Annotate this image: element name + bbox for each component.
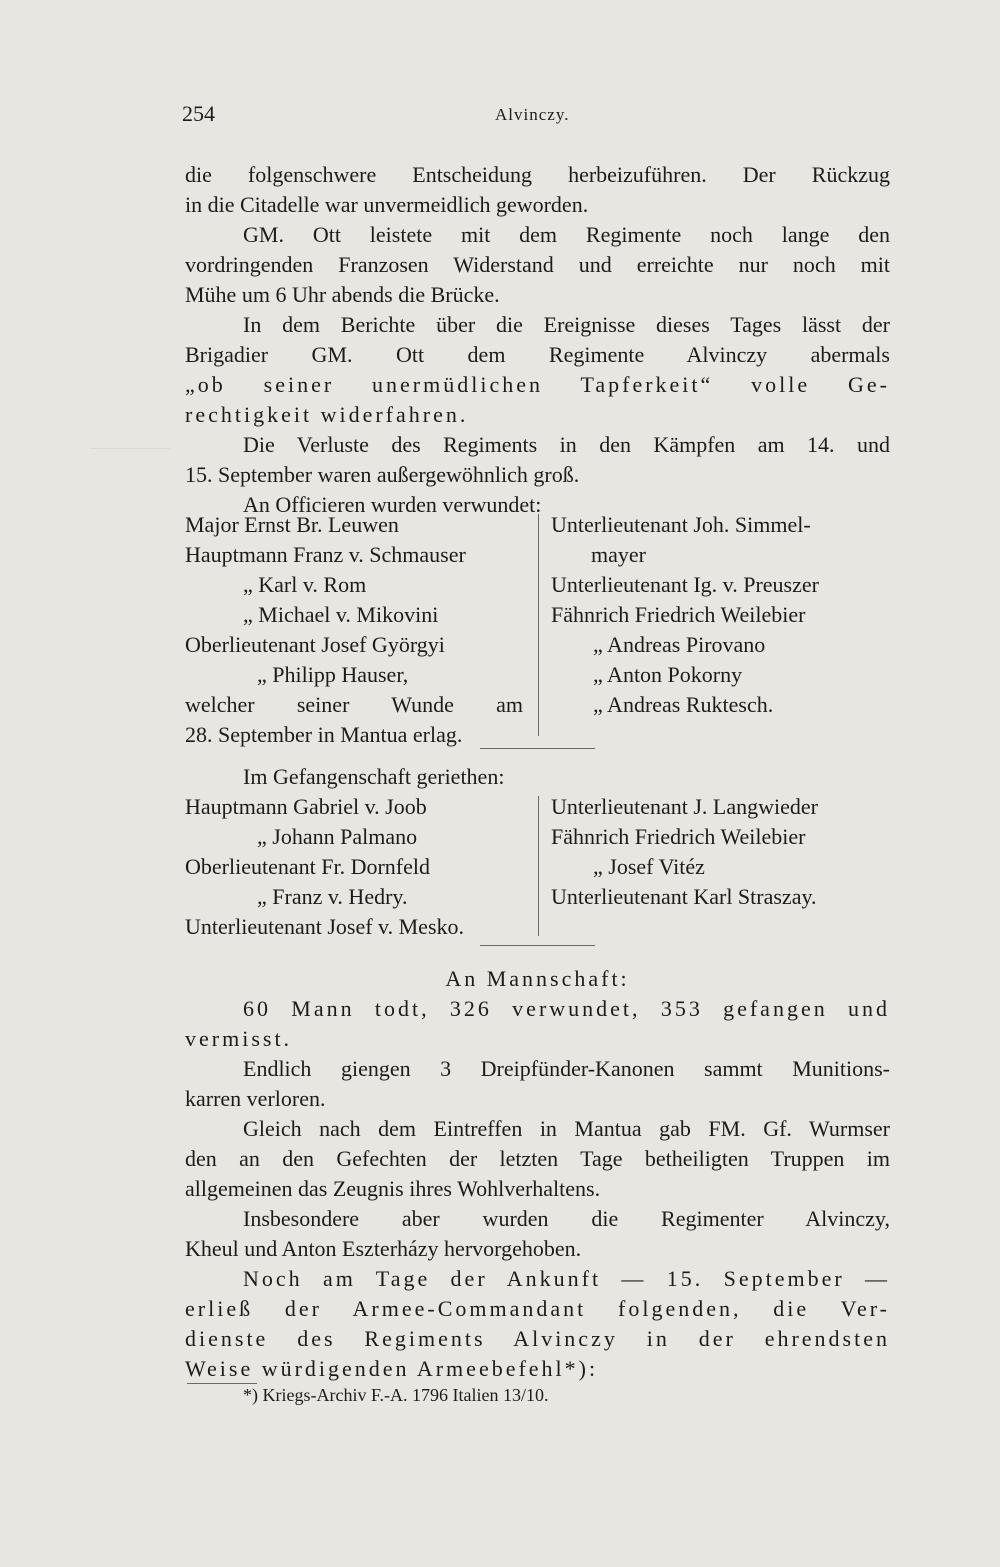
officer-entry: Unterlieutenant Karl Straszay. [551,884,817,909]
officer-entry: Hauptmann Gabriel v. Joob [185,794,427,819]
section-rule [480,945,595,946]
footnote-rule [187,1383,257,1384]
text-line: karren verloren. [185,1086,326,1111]
text-line: Insbesondere aber wurden die Regimenter Alvinczy, [243,1206,890,1231]
column-divider [538,796,539,936]
text-line: Noch am Tage der Ankunft — 15. September — [243,1266,890,1291]
text-line: „ob seiner unermüdlichen Tapferkeit“ volle Ge- [185,372,890,397]
text-line: Endlich giengen 3 Dreipfünder-Kanonen sammt Munitions- [243,1056,890,1081]
officer-entry: Fähnrich Friedrich Weilebier [551,602,806,627]
mannschaft-heading: An Mannschaft: [445,966,630,991]
text-line: 60 Mann todt, 326 verwundet, 353 gefangen und [243,996,890,1021]
text-line: vordringenden Franzosen Widerstand und erreichte nur noch mit [185,252,890,277]
officer-entry: „ Philipp Hauser, [257,662,409,687]
officer-entry: „ Karl v. Rom [243,572,367,597]
officer-entry: „ Andreas Pirovano [593,632,766,657]
text-line: Gleich nach dem Eintreffen in Mantua gab FM. Gf. Wurmser [243,1116,890,1141]
page-number: 254 [182,101,215,126]
text-line: rechtigkeit widerfahren. [185,402,469,427]
officer-entry: Unterlieutenant J. Langwieder [551,794,818,819]
officer-entry: Unterlieutenant Josef v. Mesko. [185,914,465,939]
officer-entry: „ Anton Pokorny [593,662,743,687]
captured-heading: Im Gefangenschaft geriethen: [243,764,505,789]
text-line: Kheul und Anton Eszterházy hervorgehoben. [185,1236,582,1261]
text-line: In dem Berichte über die Ereignisse dieses Tages lässt der [243,312,890,337]
text-line: dienste des Regiments Alvinczy in der ehrendsten [185,1326,890,1351]
officer-entry: Fähnrich Friedrich Weilebier [551,824,806,849]
text-line: An Officieren wurden verwundet: [243,492,542,517]
text-line: vermisst. [185,1026,293,1051]
officer-entry: Unterlieutenant Ig. v. Preuszer [551,572,819,597]
officer-note: 28. September in Mantua erlag. [185,722,463,747]
section-rule [480,748,595,749]
officer-entry: „ Josef Vitéz [593,854,705,879]
bleed-through-note [90,448,170,469]
text-line: Brigadier GM. Ott dem Regimente Alvinczy abermals [185,342,890,367]
officer-note: welcher seiner Wunde am [185,692,523,717]
footnote: *) Kriegs-Archiv F.-A. 1796 Italien 13/10. [243,1385,549,1405]
text-line: allgemeinen das Zeugnis ihres Wohlverhaltens. [185,1176,601,1201]
text-line: Weise würdigenden Armeebefehl*): [185,1356,599,1381]
officer-entry: Hauptmann Franz v. Schmauser [185,542,466,567]
officer-entry: „ Andreas Ruktesch. [593,692,774,717]
officer-entry: mayer [591,542,646,567]
officer-entry: Major Ernst Br. Leuwen [185,512,399,537]
text-line: 15. September waren außergewöhnlich groß. [185,462,580,487]
text-line: die folgenschwere Entscheidung herbeizuführen. Der Rückzug [185,162,890,187]
officer-entry: „ Franz v. Hedry. [257,884,408,909]
text-line: GM. Ott leistete mit dem Regimente noch lange den [243,222,890,247]
officer-entry: Unterlieutenant Joh. Simmel- [551,512,811,537]
text-line: erließ der Armee-Commandant folgenden, die Ver- [185,1296,890,1321]
officer-entry: Oberlieutenant Fr. Dornfeld [185,854,430,879]
text-line: in die Citadelle war unvermeidlich geworden. [185,192,589,217]
text-line: Die Verluste des Regiments in den Kämpfen am 14. und [243,432,890,457]
text-line: Mühe um 6 Uhr abends die Brücke. [185,282,500,307]
running-title: Alvinczy. [495,105,570,124]
column-divider [538,514,539,736]
officer-entry: „ Michael v. Mikovini [243,602,439,627]
officer-entry: Oberlieutenant Josef Györgyi [185,632,445,657]
officer-entry: „ Johann Palmano [257,824,418,849]
text-line: den an den Gefechten der letzten Tage betheiligten Truppen im [185,1146,890,1171]
